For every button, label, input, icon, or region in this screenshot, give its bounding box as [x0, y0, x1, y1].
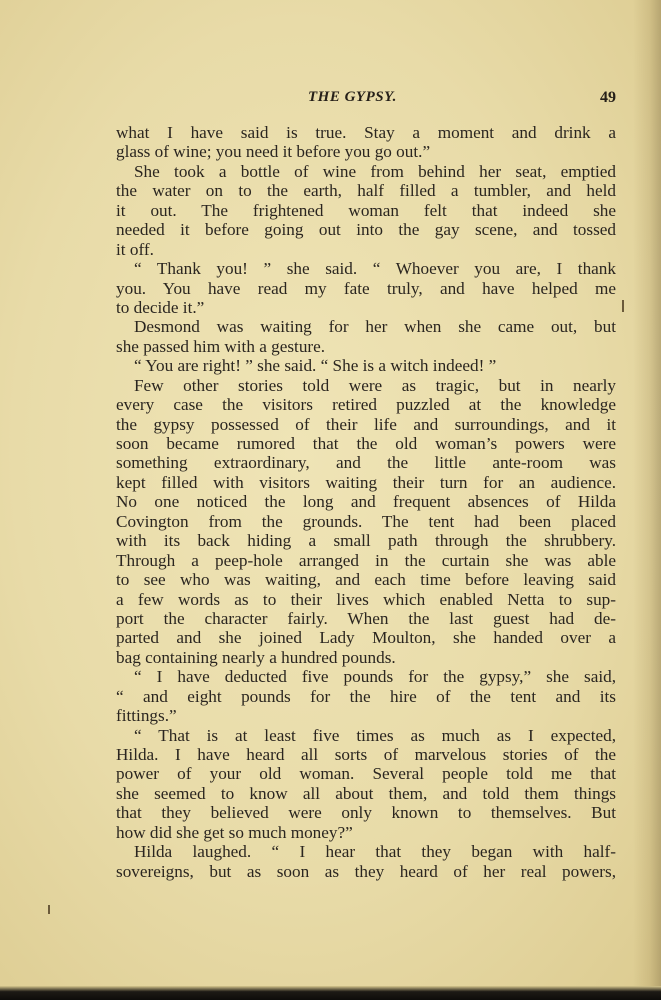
text-line: what I have said is true. Stay a moment and drink a: [116, 123, 616, 142]
text-line: you. You have read my fate truly, and have helped me: [116, 278, 616, 298]
text-line: something extraordinary, and the little ante-room was: [116, 453, 616, 473]
text-line: how did she get so much money?”: [116, 822, 353, 842]
text-line: fittings.”: [116, 706, 177, 726]
text-line: it out. The frightened woman felt that indeed she: [116, 200, 616, 220]
text-line: she passed him with a gesture.: [116, 336, 326, 356]
page-bottom-edge: [0, 986, 661, 1000]
margin-mark: [622, 300, 624, 312]
text-line: the gypsy possessed of their life and surroundings, and it: [116, 414, 616, 434]
text-line: she seemed to know all about them, and told them things: [116, 783, 616, 803]
text-line: “ I have deducted five pounds for the gypsy,” she said,: [134, 667, 616, 687]
text-line: Hilda laughed. “ I hear that they began with half-: [134, 842, 616, 862]
text-line: to decide it.”: [116, 297, 205, 317]
text-line: the water on to the earth, half filled a tumbler, and held: [116, 181, 616, 201]
running-header: [116, 89, 616, 109]
text-line: Covington from the grounds. The tent had been placed: [116, 511, 616, 531]
body-text: [116, 123, 616, 881]
margin-mark: [48, 905, 50, 914]
text-line: parted and she joined Lady Moulton, she handed over a: [116, 628, 616, 648]
text-line: a few words as to their lives which enabled Netta to sup-: [116, 589, 616, 609]
text-line: She took a bottle of wine from behind her seat, emptied: [134, 161, 616, 181]
text-line: “ That is at least five times as much as I expected,: [134, 725, 616, 745]
page-number: 49: [600, 89, 616, 106]
page-edge-shadow: [633, 0, 661, 1000]
text-line: bag containing nearly a hundred pounds.: [116, 647, 396, 667]
text-line: with its back hiding a small path through the shrubbery.: [116, 531, 616, 551]
text-line: it off.: [116, 239, 154, 259]
text-line: Few other stories told were as tragic, but in nearly: [134, 375, 616, 395]
text-line: glass of wine; you need it before you go out.”: [116, 142, 431, 162]
text-line: power of your old woman. Several people told me that: [116, 764, 616, 784]
text-line: Hilda. I have heard all sorts of marvelous stories of the: [116, 745, 616, 764]
text-line: port the character fairly. When the last guest had de-: [116, 608, 616, 628]
text-line: needed it before going out into the gay scene, and tossed: [116, 220, 616, 240]
text-line: “ Thank you! ” she said. “ Whoever you are, I thank: [134, 259, 616, 279]
text-line: to see who was waiting, and each time before leaving said: [116, 570, 616, 590]
text-line: that they believed were only known to themselves. But: [116, 803, 616, 823]
text-line: No one noticed the long and frequent absences of Hilda: [116, 492, 616, 512]
text-line: sovereigns, but as soon as they heard of her real powers,: [116, 861, 616, 881]
running-title: THE GYPSY.: [308, 89, 397, 105]
text-line: Through a peep-hole arranged in the curtain she was able: [116, 550, 616, 570]
text-line: every case the visitors retired puzzled at the knowledge: [116, 395, 616, 415]
text-line: “ You are right! ” she said. “ She is a witch indeed! ”: [134, 356, 497, 376]
text-line: “ and eight pounds for the hire of the tent and its: [116, 686, 616, 706]
text-line: soon became rumored that the old woman’s powers were: [116, 434, 616, 453]
text-line: kept filled with visitors waiting their turn for an audience.: [116, 472, 616, 492]
text-line: Desmond was waiting for her when she came out, but: [134, 317, 616, 337]
